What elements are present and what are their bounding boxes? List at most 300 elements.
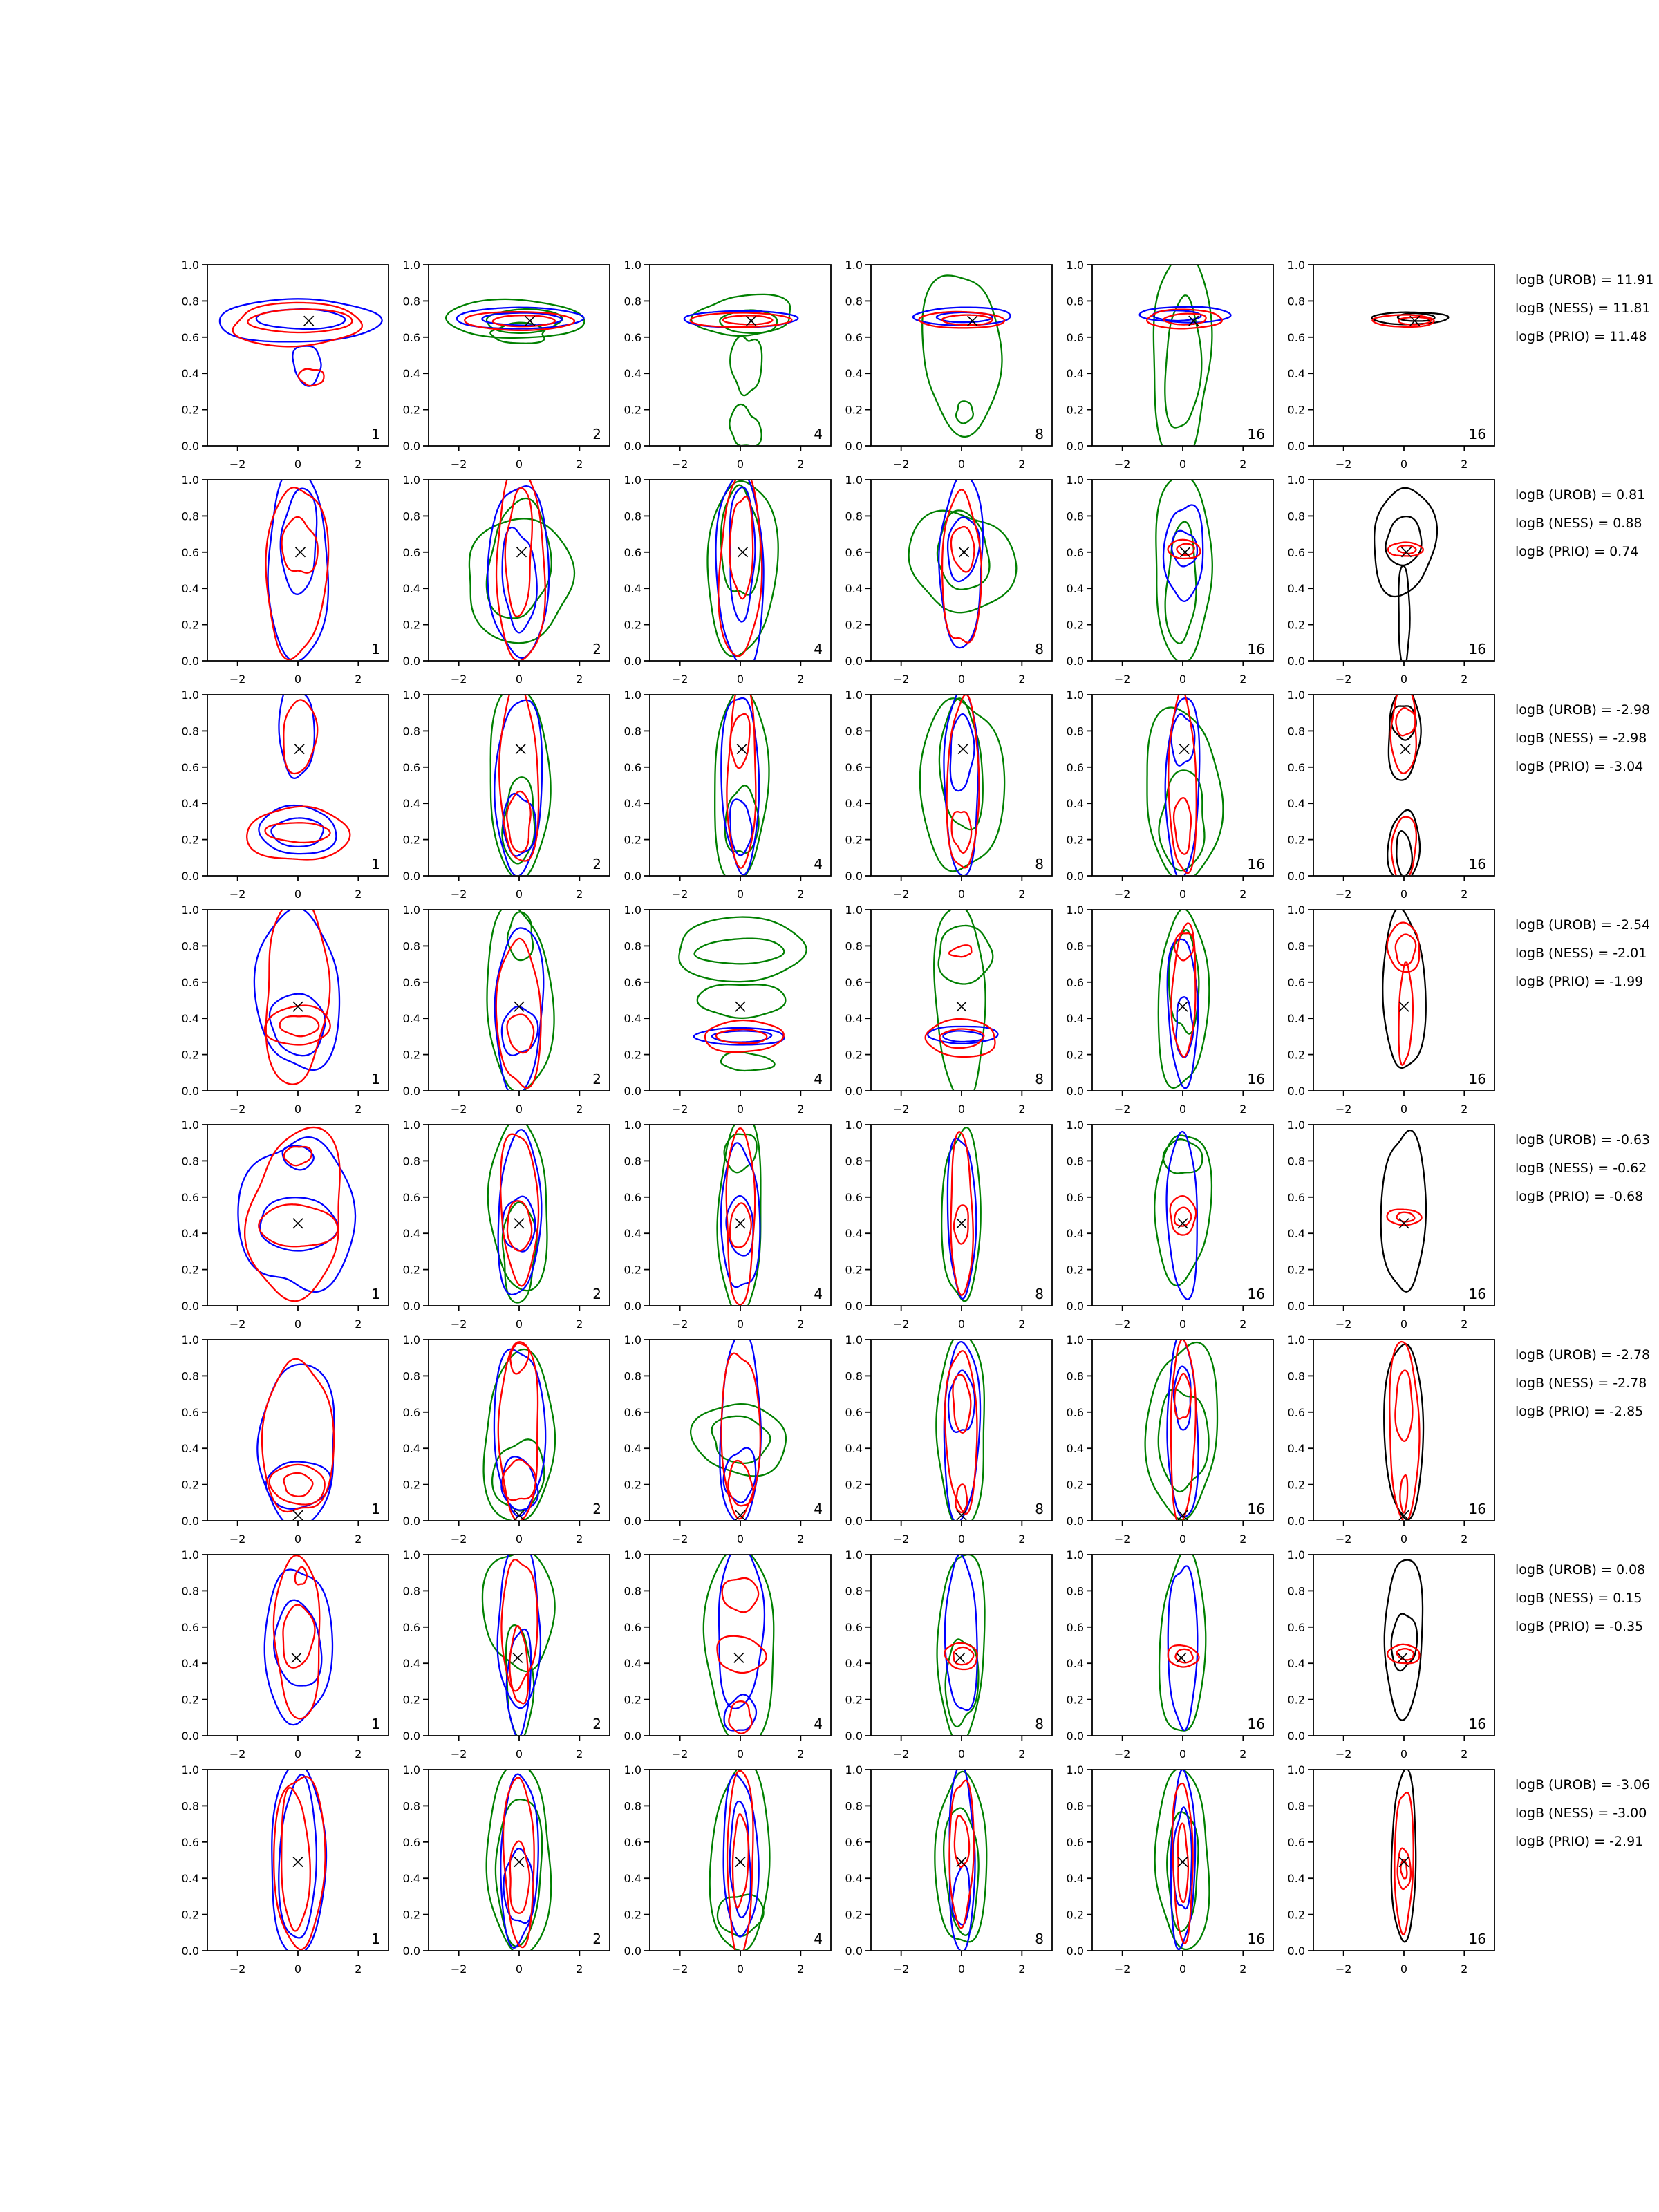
y-tick-label: 0.6 <box>402 1620 420 1634</box>
y-tick-label: 0.8 <box>402 1584 420 1598</box>
y-tick-label: 1.0 <box>402 1548 420 1562</box>
y-tick-label: 0.8 <box>845 939 863 953</box>
x-tick-label: 0 <box>515 1962 523 1976</box>
y-tick-label: 0.0 <box>1287 870 1305 883</box>
panel-r3c4 <box>845 688 1052 901</box>
contour-layer <box>484 1342 555 1521</box>
contour-layer <box>254 896 339 1084</box>
y-tick-label: 0.2 <box>845 1263 863 1277</box>
x-tick-label: 2 <box>1239 1962 1247 1976</box>
x-tick-label: 0 <box>515 458 523 471</box>
axes-box <box>650 1340 831 1521</box>
y-tick-label: 0.8 <box>624 1154 641 1168</box>
y-tick-label: 0.4 <box>1287 797 1305 811</box>
contour-line-B <box>730 799 752 855</box>
x-tick-label: 0 <box>515 1318 523 1331</box>
y-tick-label: 1.0 <box>181 1118 199 1132</box>
contour-line-G <box>697 984 786 1018</box>
contour-line-K <box>1398 566 1409 670</box>
y-tick-label: 0.4 <box>1066 1657 1084 1671</box>
x-marker <box>514 1857 524 1867</box>
y-tick-label: 0.6 <box>402 545 420 559</box>
y-tick-label: 0.4 <box>181 1227 199 1241</box>
x-tick-label: 0 <box>1179 1318 1187 1331</box>
y-tick-label: 0.2 <box>1287 1048 1305 1062</box>
y-tick-label: 0.6 <box>624 760 641 774</box>
x-tick-label: −2 <box>1335 1533 1352 1546</box>
y-tick-label: 0.6 <box>1066 330 1084 344</box>
contour-line-R <box>280 1016 319 1036</box>
panel-count-label: 8 <box>1035 1501 1044 1517</box>
y-tick-label: 0.0 <box>1287 1300 1305 1313</box>
contour-line-R <box>951 527 975 572</box>
y-tick-label: 0.6 <box>1287 545 1305 559</box>
panel-r7c4 <box>845 1548 1052 1761</box>
y-tick-label: 0.0 <box>402 1515 420 1528</box>
panel-count-label: 16 <box>1247 426 1265 442</box>
y-tick-label: 0.2 <box>402 833 420 847</box>
y-tick-label: 0.4 <box>1287 1012 1305 1026</box>
y-tick-label: 0.0 <box>845 1085 863 1098</box>
y-tick-label: 1.0 <box>181 1333 199 1347</box>
contour-layer <box>488 1118 547 1302</box>
y-tick-label: 1.0 <box>402 474 420 487</box>
logb-annotation-line: logB (UROB) = -0.63 <box>1515 1132 1651 1147</box>
y-tick-label: 0.4 <box>845 1872 863 1886</box>
y-tick-label: 0.2 <box>624 1908 641 1922</box>
y-tick-label: 0.4 <box>845 797 863 811</box>
x-tick-label: 0 <box>957 1747 966 1761</box>
y-tick-label: 1.0 <box>845 903 863 917</box>
axes-box <box>1092 480 1273 661</box>
contour-line-R <box>730 496 753 599</box>
x-tick-label: 2 <box>1461 1103 1468 1116</box>
logb-annotation-line: logB (NESS) = -3.00 <box>1515 1806 1647 1821</box>
y-tick-label: 0.2 <box>181 1263 199 1277</box>
x-tick-label: 2 <box>355 458 362 471</box>
y-tick-label: 0.8 <box>1287 1584 1305 1598</box>
y-tick-label: 0.4 <box>402 1227 420 1241</box>
y-tick-label: 0.4 <box>1066 582 1084 596</box>
contour-layer <box>1145 1335 1217 1524</box>
y-tick-label: 0.2 <box>402 618 420 632</box>
x-tick-label: 2 <box>576 1533 583 1546</box>
contour-line-R <box>953 1375 971 1433</box>
panel-r1c6 <box>1288 259 1494 471</box>
panel-r3c3 <box>624 682 831 901</box>
x-tick-label: −2 <box>229 1318 246 1331</box>
y-tick-label: 1.0 <box>1287 1333 1305 1347</box>
contour-line-R <box>1398 1848 1411 1889</box>
contour-line-R <box>259 1204 337 1246</box>
y-tick-label: 0.8 <box>402 509 420 523</box>
panel-count-label: 16 <box>1468 1501 1486 1517</box>
x-tick-label: 2 <box>797 1318 805 1331</box>
panel-r6c3 <box>624 1331 831 1546</box>
y-tick-label: 0.0 <box>845 1300 863 1313</box>
x-tick-label: 2 <box>576 1747 583 1761</box>
panel-count-label: 1 <box>371 856 380 872</box>
y-tick-label: 0.8 <box>402 1369 420 1383</box>
y-tick-label: 1.0 <box>402 1333 420 1347</box>
x-tick-label: −2 <box>892 1533 910 1546</box>
y-tick-label: 0.4 <box>1287 1442 1305 1456</box>
panel-r5c4 <box>845 1118 1052 1331</box>
contour-line-G <box>1154 252 1212 464</box>
contour-line-R <box>283 700 317 774</box>
logb-annotation-line: logB (UROB) = 0.81 <box>1515 487 1646 503</box>
panel-r3c1 <box>182 683 388 901</box>
y-tick-label: 0.8 <box>1287 1154 1305 1168</box>
y-tick-label: 0.0 <box>624 1944 641 1958</box>
y-tick-label: 0.8 <box>845 1584 863 1598</box>
contour-line-G <box>1159 1548 1206 1730</box>
contour-layer <box>1147 691 1224 882</box>
x-tick-label: 0 <box>294 888 302 901</box>
x-tick-label: −2 <box>671 1747 688 1761</box>
y-tick-label: 0.6 <box>181 1190 199 1204</box>
y-tick-label: 0.6 <box>845 1405 863 1419</box>
panel-r1c1 <box>182 259 388 471</box>
panel-r8c6 <box>1288 1763 1494 1976</box>
x-tick-label: −2 <box>892 1962 910 1976</box>
x-tick-label: −2 <box>450 1533 467 1546</box>
y-tick-label: 0.4 <box>181 582 199 596</box>
y-tick-label: 1.0 <box>1287 1763 1305 1777</box>
y-tick-label: 0.6 <box>845 545 863 559</box>
x-tick-label: −2 <box>892 1318 910 1331</box>
x-tick-label: 0 <box>957 1318 966 1331</box>
contour-line-B <box>1173 1807 1192 1909</box>
y-tick-label: 0.2 <box>181 833 199 847</box>
x-marker <box>293 1510 303 1520</box>
panel-count-label: 8 <box>1035 426 1044 442</box>
contour-layer <box>679 917 806 1071</box>
y-tick-label: 0.4 <box>845 1657 863 1671</box>
y-tick-label: 1.0 <box>402 1118 420 1132</box>
logb-annotation-line: logB (NESS) = 11.81 <box>1515 301 1651 316</box>
y-tick-label: 1.0 <box>1066 688 1084 702</box>
x-tick-label: −2 <box>229 673 246 686</box>
y-tick-label: 0.4 <box>1287 367 1305 381</box>
y-tick-label: 0.8 <box>181 1799 199 1813</box>
contour-line-R <box>1389 1342 1419 1521</box>
contour-line-G <box>1159 909 1210 1088</box>
y-tick-label: 0.0 <box>402 1730 420 1743</box>
x-tick-label: −2 <box>1335 458 1352 471</box>
x-marker <box>516 547 526 557</box>
x-tick-label: 0 <box>1400 1747 1408 1761</box>
x-tick-label: 2 <box>576 888 583 901</box>
logb-annotation-line: logB (PRIO) = -1.99 <box>1515 974 1644 989</box>
y-tick-label: 0.6 <box>624 1405 641 1419</box>
y-tick-label: 1.0 <box>181 474 199 487</box>
axes-box <box>650 480 831 661</box>
x-tick-label: 0 <box>294 1747 302 1761</box>
y-tick-label: 0.0 <box>181 1944 199 1958</box>
axes-box <box>207 265 388 446</box>
y-tick-label: 0.0 <box>845 1944 863 1958</box>
y-tick-label: 0.6 <box>181 975 199 989</box>
contour-line-B <box>1174 1367 1190 1430</box>
x-tick-label: 2 <box>576 1962 583 1976</box>
contour-line-R <box>262 1359 334 1512</box>
y-tick-label: 0.6 <box>845 330 863 344</box>
y-tick-label: 0.2 <box>181 1478 199 1492</box>
contour-line-G <box>1165 295 1201 427</box>
y-tick-label: 0.8 <box>1066 294 1084 308</box>
x-marker <box>735 1002 745 1011</box>
contour-layer <box>1385 1560 1423 1721</box>
contour-line-R <box>1400 1475 1407 1513</box>
contour-layer <box>718 1116 761 1316</box>
x-tick-label: 2 <box>797 1962 805 1976</box>
x-marker <box>955 1653 965 1662</box>
contour-layer <box>708 472 778 671</box>
y-tick-label: 0.8 <box>624 724 641 738</box>
x-tick-label: 2 <box>1239 1747 1247 1761</box>
contour-layer <box>684 294 798 447</box>
panel-count-label: 16 <box>1247 1501 1265 1517</box>
y-tick-label: 0.2 <box>1287 403 1305 417</box>
contour-layer <box>482 1543 555 1739</box>
logb-annotation-line: logB (PRIO) = -2.85 <box>1515 1404 1644 1419</box>
y-tick-label: 0.6 <box>181 1835 199 1849</box>
contour-line-R <box>718 472 762 656</box>
contour-line-B <box>268 468 328 662</box>
x-tick-label: 2 <box>1461 673 1468 686</box>
panel-count-label: 4 <box>814 1071 823 1087</box>
y-tick-label: 0.2 <box>845 403 863 417</box>
x-tick-label: −2 <box>671 1962 688 1976</box>
y-tick-label: 0.2 <box>845 1908 863 1922</box>
y-tick-label: 0.6 <box>845 1620 863 1634</box>
y-tick-label: 0.6 <box>1287 1620 1305 1634</box>
x-tick-label: 2 <box>1018 888 1026 901</box>
y-tick-label: 0.8 <box>1287 509 1305 523</box>
x-tick-label: −2 <box>450 888 467 901</box>
y-tick-label: 0.8 <box>1066 724 1084 738</box>
x-tick-label: 2 <box>1461 1533 1468 1546</box>
axes-box <box>650 1125 831 1306</box>
contour-line-K <box>1381 1130 1426 1292</box>
axes-box <box>1313 1340 1494 1521</box>
y-tick-label: 0.2 <box>1287 1478 1305 1492</box>
x-tick-label: 2 <box>797 888 805 901</box>
x-tick-label: 0 <box>957 888 966 901</box>
x-tick-label: 0 <box>736 458 744 471</box>
y-tick-label: 1.0 <box>845 1763 863 1777</box>
panel-r4c1 <box>182 896 388 1116</box>
y-tick-label: 0.8 <box>1066 1584 1084 1598</box>
panel-count-label: 16 <box>1247 641 1265 657</box>
y-tick-label: 1.0 <box>624 259 641 272</box>
y-tick-label: 0.4 <box>402 582 420 596</box>
x-marker <box>959 547 968 557</box>
y-tick-label: 1.0 <box>845 1333 863 1347</box>
panel-count-label: 2 <box>592 641 601 657</box>
contour-line-R <box>1398 962 1412 1065</box>
axes-box <box>1313 1125 1494 1306</box>
contour-line-R <box>282 517 318 573</box>
x-tick-label: −2 <box>229 1533 246 1546</box>
y-tick-label: 0.6 <box>624 1835 641 1849</box>
y-tick-label: 0.8 <box>845 724 863 738</box>
x-tick-label: −2 <box>229 458 246 471</box>
x-tick-label: −2 <box>671 1533 688 1546</box>
y-tick-label: 0.0 <box>1287 440 1305 453</box>
y-tick-label: 0.4 <box>1287 582 1305 596</box>
y-tick-label: 0.6 <box>1066 975 1084 989</box>
y-tick-label: 0.4 <box>1287 1657 1305 1671</box>
y-tick-label: 0.6 <box>1287 1405 1305 1419</box>
contour-layer <box>909 475 1017 648</box>
panel-r2c6 <box>1288 474 1494 686</box>
contour-line-G <box>956 401 973 423</box>
y-tick-label: 0.4 <box>402 367 420 381</box>
panel-r3c5 <box>1067 688 1273 901</box>
x-tick-label: 0 <box>1400 1103 1408 1116</box>
contour-line-G <box>1145 1342 1217 1520</box>
logb-annotation-line: logB (UROB) = -2.98 <box>1515 702 1651 718</box>
x-marker <box>1399 1219 1409 1228</box>
contour-line-G <box>704 1547 774 1745</box>
contour-layer <box>920 689 1004 876</box>
x-marker <box>957 1002 966 1011</box>
y-tick-label: 0.2 <box>1287 1263 1305 1277</box>
contour-layer <box>446 299 584 344</box>
y-tick-label: 0.6 <box>402 1190 420 1204</box>
contour-layer <box>913 275 1010 437</box>
x-tick-label: 0 <box>1179 1533 1187 1546</box>
contour-layer <box>487 1764 552 1955</box>
y-tick-label: 0.4 <box>1287 1872 1305 1886</box>
y-tick-label: 1.0 <box>181 1548 199 1562</box>
contour-layer <box>247 683 350 859</box>
y-tick-label: 0.2 <box>1066 1478 1084 1492</box>
y-tick-label: 0.2 <box>845 1048 863 1062</box>
x-tick-label: 2 <box>576 1318 583 1331</box>
y-tick-label: 0.0 <box>1066 1085 1084 1098</box>
y-tick-label: 0.2 <box>1066 1263 1084 1277</box>
contour-layer <box>704 1544 774 1745</box>
contour-line-B <box>281 489 317 594</box>
contour-line-G <box>721 1052 775 1071</box>
axes-box <box>1313 695 1494 876</box>
x-tick-label: 0 <box>1179 1103 1187 1116</box>
contour-layer <box>1159 1548 1206 1730</box>
x-tick-label: 2 <box>797 1103 805 1116</box>
y-tick-label: 0.4 <box>402 1657 420 1671</box>
y-tick-label: 0.8 <box>1066 939 1084 953</box>
panel-count-label: 16 <box>1468 1716 1486 1732</box>
x-marker <box>1399 1857 1409 1867</box>
y-tick-label: 0.4 <box>624 1872 641 1886</box>
y-tick-label: 0.8 <box>402 724 420 738</box>
x-tick-label: 0 <box>957 458 966 471</box>
contour-layer <box>936 1334 984 1529</box>
y-tick-label: 0.6 <box>1287 975 1305 989</box>
y-tick-label: 0.2 <box>181 1908 199 1922</box>
contour-line-R <box>1396 708 1415 735</box>
x-tick-label: 2 <box>355 1533 362 1546</box>
contour-line-G <box>1147 707 1224 881</box>
contour-layer <box>937 1555 985 1744</box>
y-tick-label: 0.4 <box>624 1442 641 1456</box>
x-tick-label: −2 <box>450 458 467 471</box>
y-tick-label: 1.0 <box>1066 474 1084 487</box>
contour-layer <box>265 468 328 662</box>
y-tick-label: 0.6 <box>1066 1190 1084 1204</box>
y-tick-label: 0.4 <box>624 797 641 811</box>
axes-box <box>871 910 1052 1091</box>
x-tick-label: 2 <box>355 888 362 901</box>
y-tick-label: 0.6 <box>402 1835 420 1849</box>
panel-count-label: 8 <box>1035 1716 1044 1732</box>
x-marker <box>304 316 314 326</box>
y-tick-label: 1.0 <box>845 259 863 272</box>
contour-line-R <box>283 1605 315 1668</box>
contour-line-R <box>1170 1196 1196 1235</box>
x-tick-label: −2 <box>1114 1103 1131 1116</box>
x-tick-label: 2 <box>355 673 362 686</box>
x-tick-label: 0 <box>1400 673 1408 686</box>
y-tick-label: 1.0 <box>1287 259 1305 272</box>
contour-line-R <box>507 1015 534 1053</box>
y-tick-label: 0.2 <box>624 1478 641 1492</box>
y-tick-label: 0.0 <box>624 440 641 453</box>
y-tick-label: 0.0 <box>181 655 199 668</box>
axes-box <box>429 695 610 876</box>
contour-line-R <box>955 1815 969 1867</box>
y-tick-label: 0.4 <box>181 1657 199 1671</box>
x-tick-label: −2 <box>892 1103 910 1116</box>
y-tick-label: 0.8 <box>1066 1154 1084 1168</box>
axes-box <box>650 265 831 446</box>
y-tick-label: 0.2 <box>181 618 199 632</box>
contour-layer <box>265 1555 332 1725</box>
y-tick-label: 1.0 <box>624 474 641 487</box>
contour-line-R <box>952 812 972 853</box>
panel-r2c3 <box>624 472 831 686</box>
x-tick-label: 2 <box>576 1103 583 1116</box>
x-tick-label: 0 <box>294 673 302 686</box>
y-tick-label: 0.2 <box>1287 618 1305 632</box>
y-tick-label: 1.0 <box>1066 903 1084 917</box>
logb-annotation-line: logB (PRIO) = -0.35 <box>1515 1619 1644 1634</box>
axes-box <box>1092 1770 1273 1951</box>
y-tick-label: 0.2 <box>402 1478 420 1492</box>
axes-box <box>650 1770 831 1951</box>
panel-count-label: 4 <box>814 1716 823 1732</box>
panel-count-label: 1 <box>371 1286 380 1302</box>
y-tick-label: 0.0 <box>181 1085 199 1098</box>
x-tick-label: −2 <box>671 888 688 901</box>
x-tick-label: 0 <box>1400 1962 1408 1976</box>
x-tick-label: 2 <box>1239 888 1247 901</box>
contour-layer <box>941 1127 981 1301</box>
panel-count-label: 8 <box>1035 1931 1044 1947</box>
panel-count-label: 1 <box>371 1071 380 1087</box>
x-tick-label: 0 <box>1400 1318 1408 1331</box>
y-tick-label: 0.2 <box>1066 1693 1084 1707</box>
x-tick-label: 2 <box>1239 1533 1247 1546</box>
contour-line-K <box>1382 908 1426 1068</box>
x-marker <box>958 744 968 754</box>
axes-box <box>429 265 610 446</box>
x-tick-label: 2 <box>1018 1318 1026 1331</box>
panel-count-label: 16 <box>1468 426 1486 442</box>
